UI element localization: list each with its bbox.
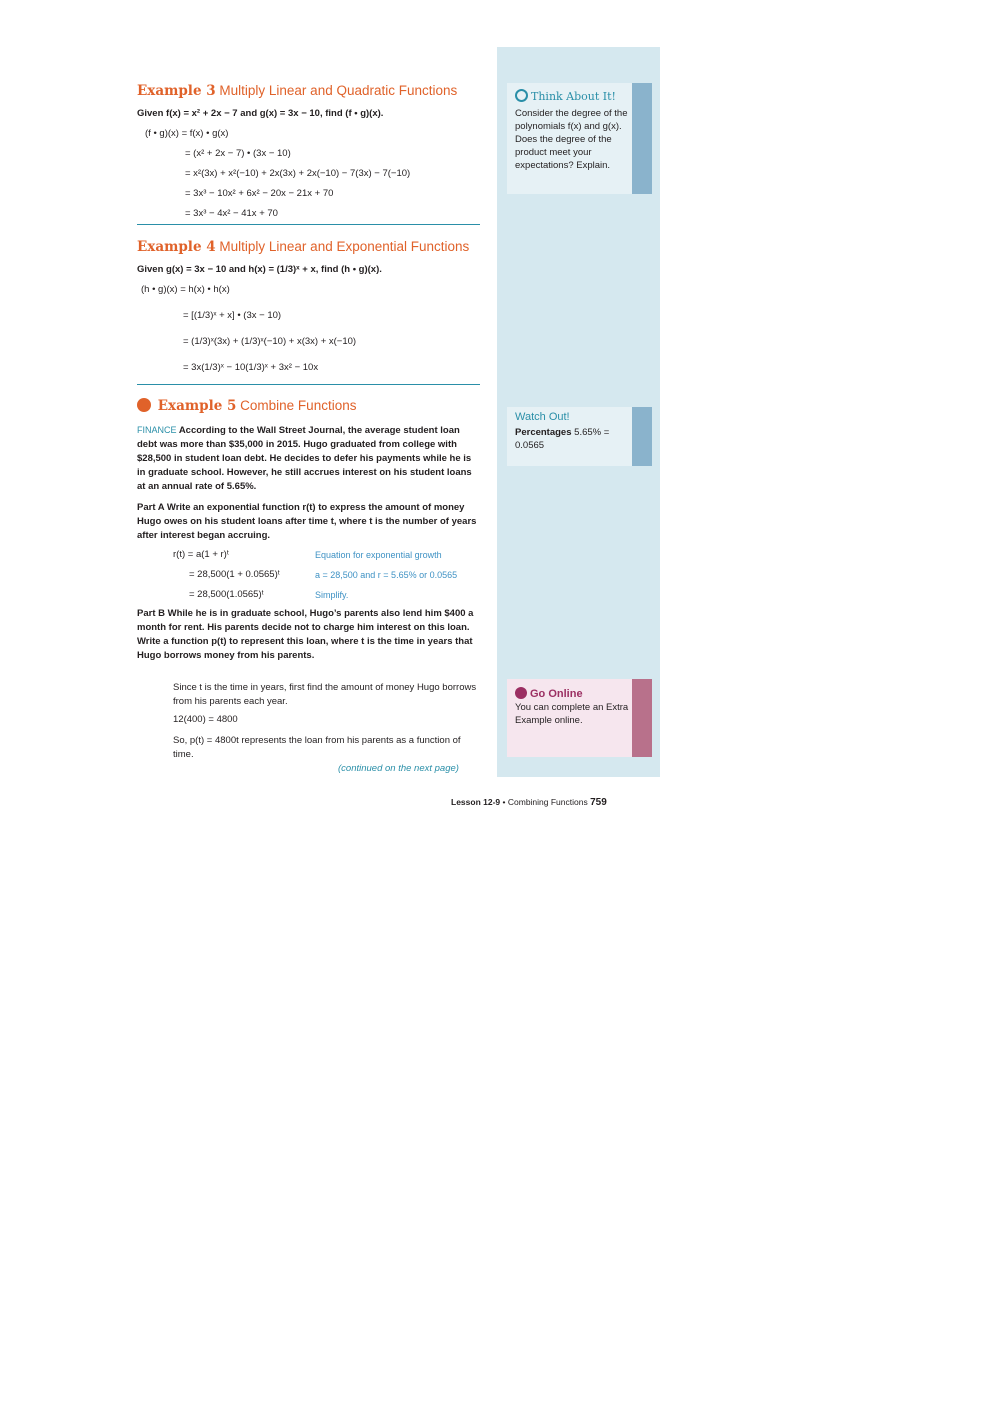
example-5-title [137, 398, 356, 414]
box-strip [632, 679, 652, 757]
box-strip [632, 83, 652, 194]
footer-page: 759 [590, 797, 607, 808]
intro-text: According to the Wall Street Journal, the average student loan debt was more than $35,000 in 2015. Hugo graduated from college with $28,500 in student loan debt. He decides to defer his payments while he is in graduate school. However, he still accrues interest on his student loans at an annual rate of 5.65%. [137, 425, 472, 492]
part-b-calc: 12(400) = 4800 [173, 714, 238, 725]
go-online-box[interactable] [507, 679, 652, 757]
example-3-step: = 3x³ − 10x² + 6x² − 20x − 21x + 70 [185, 188, 334, 199]
finance-tag: FINANCE [137, 425, 177, 435]
think-title: Think About It! [531, 90, 616, 103]
example-3-step: = (x² + 2x − 7) • (3x − 10) [185, 148, 291, 159]
watch-out-box [507, 407, 652, 466]
part-a-text: Write an exponential function r(t) to express the amount of money Hugo owes on his student loans after time t, where t is the number of years after interest began accruing. [137, 502, 477, 541]
watch-text: 5.65% = 0.0565 [515, 427, 610, 451]
example-3-heading: Multiply Linear and Quadratic Functions [219, 83, 458, 98]
example-3-step: = 3x³ − 4x² − 41x + 70 [185, 208, 278, 219]
think-about-it-box [507, 83, 652, 194]
think-bubble-icon [515, 89, 528, 102]
go-online-icon [515, 687, 527, 699]
part-b-text: While he is in graduate school, Hugo’s parents also lend him $400 a month for rent. His parents decide not to charge him interest on this loan. Write a function p(t) to represent this loan, where t is the time in years that Hugo borrows money from his parents. [137, 608, 474, 661]
example-4-step: = 3x(1/3)ˣ − 10(1/3)ˣ + 3x² − 10x [183, 362, 319, 373]
part-b [137, 607, 477, 663]
part-a-note: Simplify. [315, 590, 349, 600]
example-4-step: = (1/3)ˣ(3x) + (1/3)ˣ(−10) + x(3x) + x(−10) [183, 336, 357, 347]
footer-lesson: Lesson 12-9 [451, 797, 501, 807]
go-online-title[interactable]: Go Online [530, 688, 583, 700]
go-online-text: You can complete an Extra Example online. [515, 702, 629, 726]
footer-topic: Combining Functions [507, 797, 588, 807]
part-a-step: r(t) = a(1 + r)ᵗ [173, 549, 229, 560]
example-4-step: = [(1/3)ˣ + x] • (3x − 10) [183, 310, 282, 321]
footer-bullet: • [502, 797, 506, 807]
example-3-step: (f • g)(x) = f(x) • g(x) [145, 128, 229, 139]
part-a-label: Part A [137, 502, 165, 513]
example-4-step: (h • g)(x) = h(x) • h(x) [141, 284, 230, 295]
example-3-number: Example 3 [137, 83, 216, 99]
part-a-note: Equation for exponential growth [315, 550, 442, 560]
continued-note: (continued on the next page) [338, 763, 459, 774]
part-a-step: = 28,500(1 + 0.0565)ᵗ [189, 569, 280, 580]
example-5-heading: Combine Functions [240, 398, 357, 413]
example-4-heading: Multiply Linear and Exponential Functions [219, 239, 470, 254]
example-3-step: = x²(3x) + x²(−10) + 2x(3x) + 2x(−10) − 7(3x) − 7(−10) [185, 168, 411, 179]
watch-label: Percentages [515, 427, 572, 438]
real-world-icon [137, 398, 151, 412]
part-b-explain: Since t is the time in years, first find the amount of money Hugo borrows from his parents each year. [173, 682, 477, 707]
part-b-conclusion: So, p(t) = 4800t represents the loan from his parents as a function of time. [173, 735, 461, 760]
watch-title: Watch Out! [515, 411, 570, 423]
divider [137, 384, 480, 385]
example-4-number: Example 4 [137, 239, 216, 255]
box-strip [632, 407, 652, 466]
example-5-intro [137, 423, 477, 494]
divider [137, 224, 480, 225]
example-5-number: Example 5 [157, 398, 237, 414]
think-text: Consider the degree of the polynomials f(x) and g(x). Does the degree of the product meet your expectations? Explain. [515, 108, 628, 171]
page-footer [451, 797, 607, 808]
part-b-label: Part B [137, 608, 165, 619]
part-a-step: = 28,500(1.0565)ᵗ [189, 589, 264, 600]
example-3-given: Given f(x) = x² + 2x − 7 and g(x) = 3x − 10, find (f • g)(x). [137, 108, 384, 119]
example-4-given: Given g(x) = 3x − 10 and h(x) = (1/3)ˣ + x, find (h • g)(x). [137, 264, 382, 275]
example-3-title [137, 83, 457, 99]
part-a-note: a = 28,500 and r = 5.65% or 0.0565 [315, 570, 458, 580]
example-4-title [137, 239, 469, 255]
part-a [137, 501, 477, 543]
